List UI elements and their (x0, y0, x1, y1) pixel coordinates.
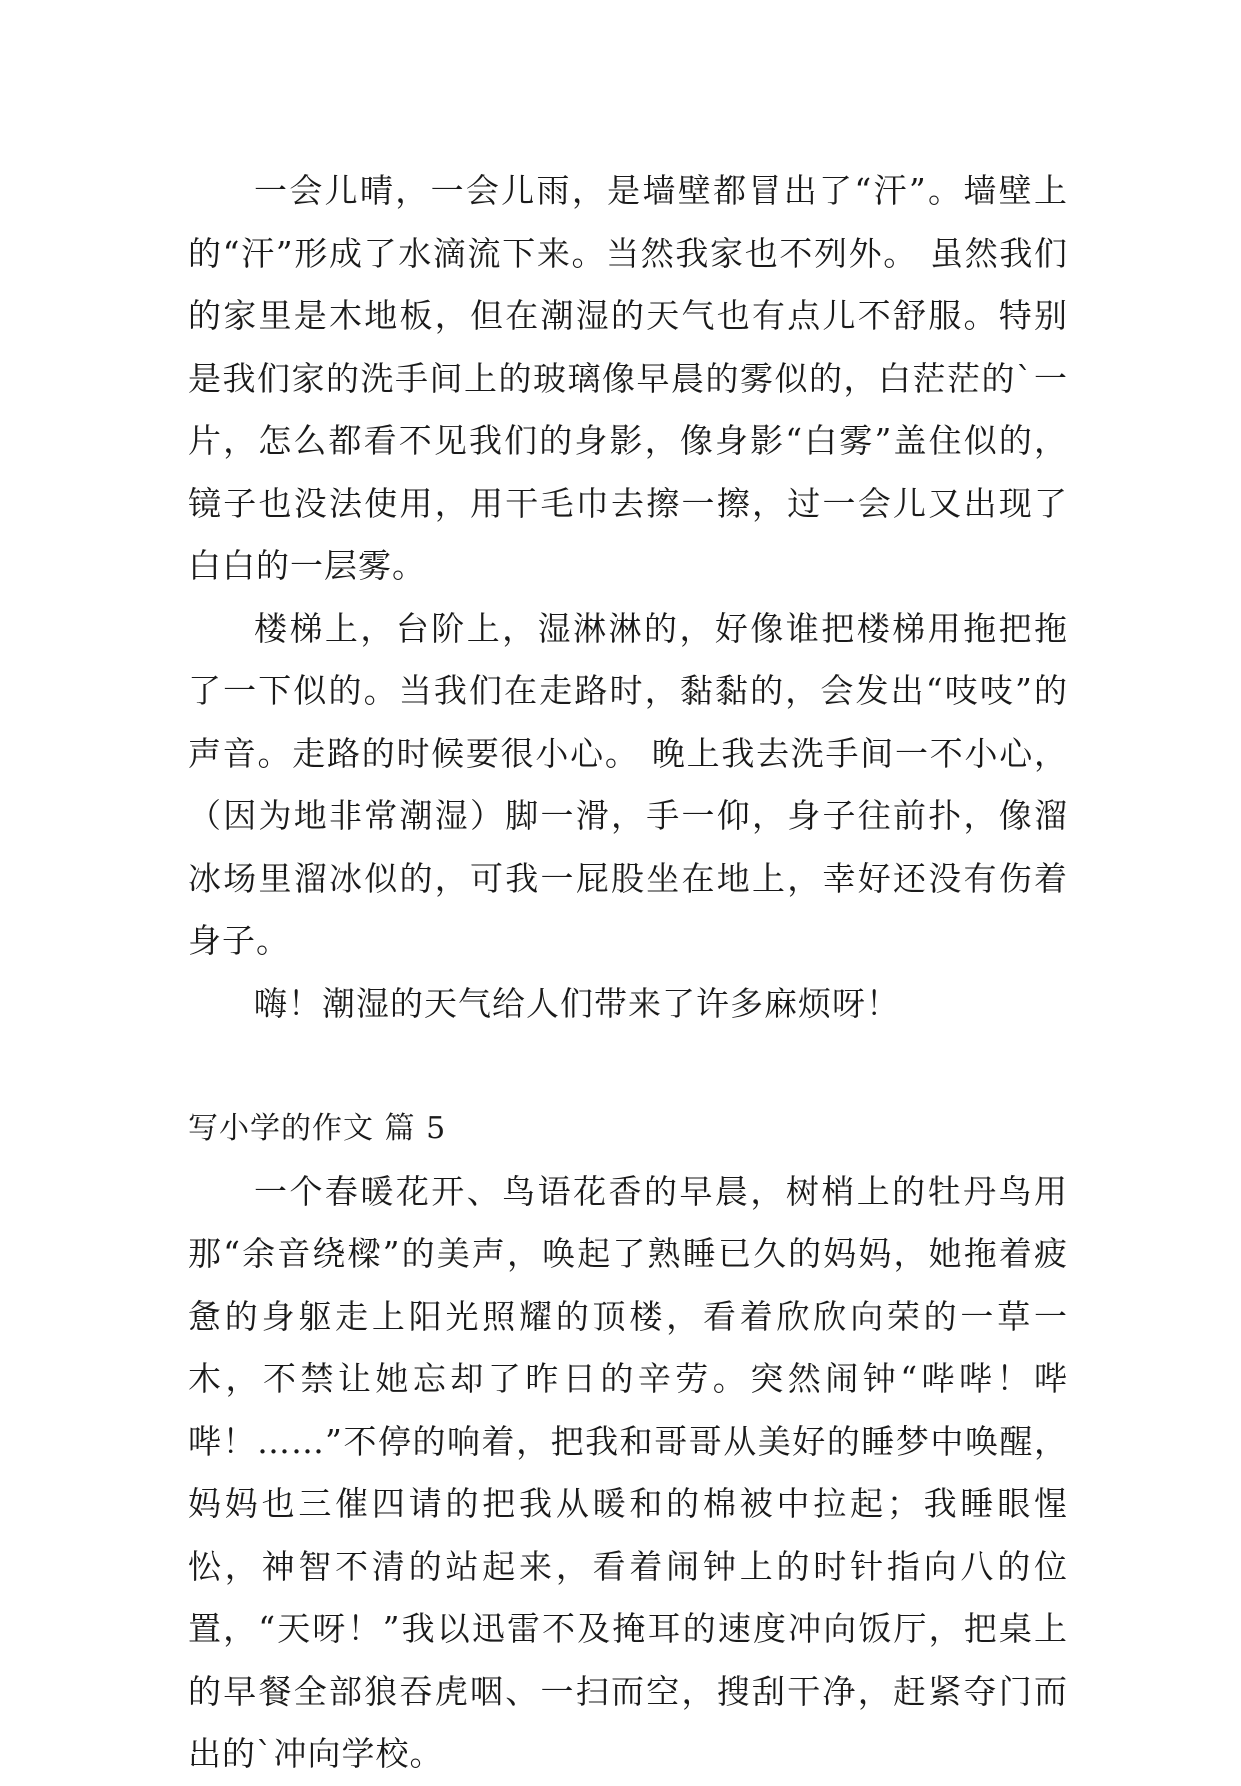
document-body (188, 160, 1068, 1786)
paragraph-conclusion: 嗨！潮湿的天气给人们带来了许多麻烦呀！ (254, 983, 900, 1023)
paragraph-stairs-slip: 楼梯上，台阶上，湿淋淋的，好像谁把楼梯用拖把拖了一下似的。当我们在走路时，黏黏的，会发出“吱吱”的声音。走路的时候要很小心。 晚上我去洗手间一不小心，（因为地非常潮湿）脚一滑，手一仰，身子往前扑，像溜冰场里溜冰似的，可我一屁股坐在地上，幸好还没有伤着身子。 (188, 608, 1068, 960)
paragraph-spring-morning: 一个春暖花开、鸟语花香的早晨，树梢上的牡丹鸟用那“余音绕樑”的美声，唤起了熟睡已久的妈妈，她拖着疲惫的身躯走上阳光照耀的顶楼，看着欣欣向荣的一草一木，不禁让她忘却了昨日的辛劳。突然闹钟“哔哔！哔哔！……”不停的响着，把我和哥哥从美好的睡梦中唤醒，妈妈也三催四请的把我从暖和的棉被中拉起；我睡眼惺忪，神智不清的站起来，看着闹钟上的时针指向八的位置，“天呀！”我以迅雷不及掩耳的速度冲向饭厅，把桌上的早餐全部狼吞虎咽、一扫而空，搜刮干净，赶紧夺门而出的`冲向学校。 (188, 1171, 1068, 1773)
section-spacer (188, 1035, 1068, 1098)
section-heading: 写小学的作文 篇 5 (188, 1111, 447, 1146)
paragraph-humid-walls: 一会儿晴，一会儿雨，是墙壁都冒出了“汗”。墙壁上的“汗”形成了水滴流下来。当然我家也不列外。 虽然我们的家里是木地板，但在潮湿的天气也有点儿不舒服。特别是我们家的洗手间上的玻璃像早晨的雾似的，白茫茫的`一片，怎么都看不见我们的身影，像身影“白雾”盖住似的，镜子也没法使用，用干毛巾去擦一擦，过一会儿又出现了白白的一层雾。 (188, 171, 1068, 585)
